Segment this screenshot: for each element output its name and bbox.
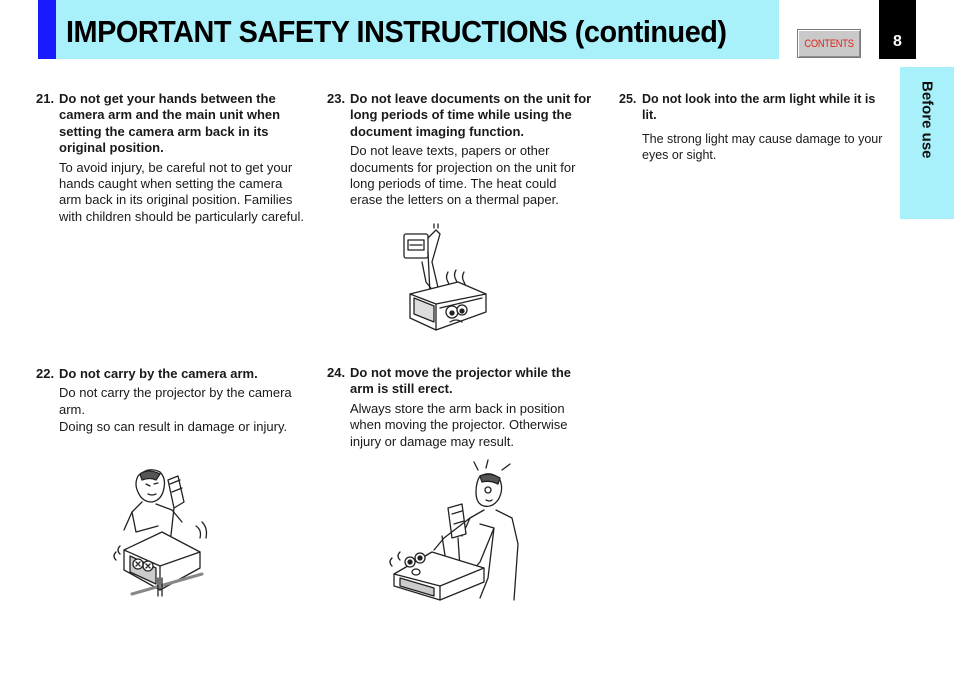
instruction-heading: Do not carry by the camera arm. (59, 366, 258, 381)
contents-button-label: CONTENTS (804, 37, 854, 50)
instruction-body: Always store the arm back in position when moving the projector. Otherwise injury or damage may result. (350, 400, 568, 449)
instruction-body: To avoid injury, be careful not to get your hands caught when setting the camera arm back in its original position. Families with children should be particularly careful. (59, 159, 304, 224)
instruction-number: 24. (327, 365, 346, 380)
instruction-body: Doing so can result in damage or injury. (59, 419, 288, 435)
page-number-box (879, 0, 916, 59)
instruction-25 (619, 91, 889, 164)
hot-projector-illustration (400, 222, 492, 334)
contents-button[interactable] (797, 29, 861, 58)
instruction-heading: Do not look into the arm light while it is lit. (642, 92, 876, 123)
page-number: 8 (893, 33, 902, 50)
instruction-21 (36, 91, 308, 225)
instruction-number: 22. (36, 366, 55, 381)
instruction-24 (327, 365, 592, 450)
instruction-heading: Do not get your hands between the camera arm and the main unit when setting the camera arm back in its original position. (59, 91, 281, 156)
page-title: IMPORTANT SAFETY INSTRUCTIONS (continued) (66, 14, 727, 49)
move-with-arm-erect-illustration (384, 458, 524, 602)
instruction-22 (36, 366, 308, 436)
instruction-body: The strong light may cause damage to your eyes or sight. (642, 131, 883, 163)
instruction-number: 25. (619, 92, 637, 106)
instruction-heading: Do not move the projector while the arm is still erect. (350, 365, 572, 397)
instruction-number: 21. (36, 91, 55, 106)
header-accent-bar (38, 0, 56, 59)
section-tab-label: Before use (918, 81, 936, 159)
carry-by-arm-illustration (112, 466, 214, 598)
section-tab-before-use[interactable] (900, 67, 954, 219)
instruction-heading: Do not leave documents on the unit for long periods of time while using the document imaging function. (350, 91, 592, 139)
instruction-body: Do not leave texts, papers or other documents for projection on the unit for long periods of time. The heat could erase the letters on a thermal paper. (350, 143, 576, 208)
instruction-number: 23. (327, 91, 346, 106)
instruction-23 (327, 91, 592, 209)
instruction-body: Do not carry the projector by the camera arm. (59, 385, 292, 417)
